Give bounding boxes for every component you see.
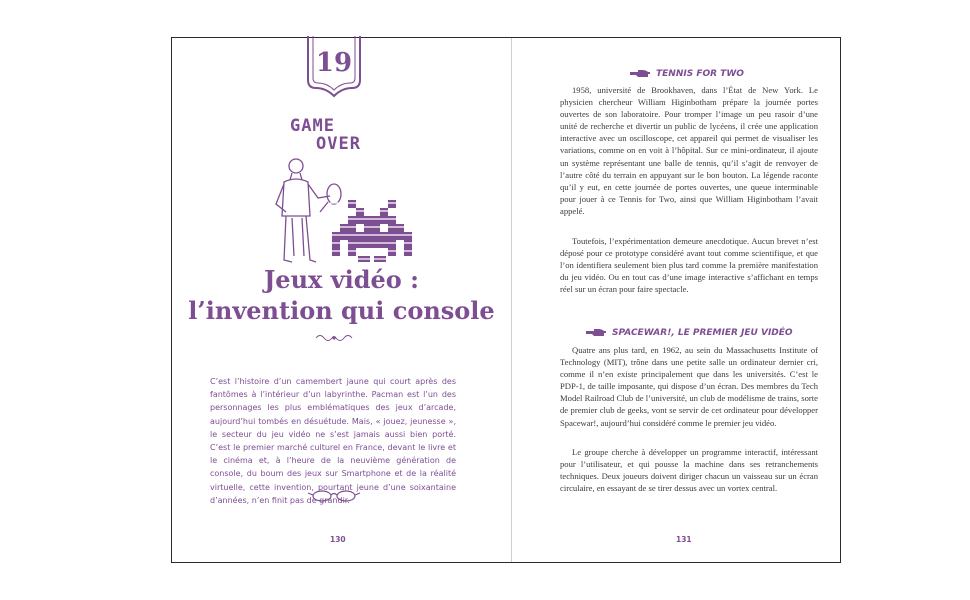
pointing-hand-icon: [586, 328, 606, 338]
chapter-number: 19: [315, 48, 353, 78]
section-heading-tennis-text: TENNIS FOR TWO: [656, 69, 744, 79]
gentleman-illustration: [270, 156, 420, 268]
paragraph-tennis-2-text: Toutefois, l’expérimentation demeure anecdotique. Aucun brevet n’est déposé pour ce prototype considéré avant tout comme scientifique, et que l’on identifiera seulement bien plus tard comme la première manifestation du jeu vidéo. Ou en tout cas d’une image interactive s’affichant en temps réel sur un écran pour faire spectacle.: [560, 236, 818, 295]
space-invader-icon: [332, 200, 412, 262]
page-number-right: 131: [676, 535, 692, 544]
chapter-title-line-1: Jeux vidéo :: [263, 265, 420, 294]
game-over-label: [290, 117, 370, 153]
paragraph-tennis-2: [560, 235, 818, 295]
scroll-ornament-icon: [314, 332, 354, 344]
paragraph-spacewar-2: [560, 446, 818, 494]
paragraph-tennis-1-text: 1958, université de Brookhaven, dans l’État de New York. Le physicien chercheur William Higinbotham prépare la journée portes ouvertes de son laboratoire. Pour tromper l’image un peu rasoir d’une unité de recherche et divertir un public de lycéens, il crée une application interactive avec un oscilloscope, cet appareil qui permet de visualiser les variations, comme on en voit à l’hôpital. Sur ce mini-ordinateur, il ajoute un système représentant une balle de tennis, qu’il s’agit de renvoyer de l’autre côté du terrain en appuyant sur le bon bouton. La légende raconte qu’il y eut, en cette journée de portes ouvertes, une queue interminable pour jouer à ce Tennis for Two, ainsi que William Higinbotham l’avait appelé.: [560, 85, 818, 216]
paragraph-tennis-1: [560, 84, 818, 217]
section-heading-spacewar-text: SPACEWAR!, LE PREMIER JEU VIDÉO: [612, 328, 793, 338]
paragraph-spacewar-1: [560, 344, 818, 429]
chapter-title: [172, 264, 511, 326]
page-number-left: 130: [330, 535, 346, 544]
game-over-word-2: OVER: [316, 134, 361, 154]
book-spread: [171, 37, 841, 563]
left-page: [172, 38, 511, 562]
pointing-hand-icon: [630, 69, 650, 79]
section-heading-tennis: [630, 69, 744, 79]
right-page: [512, 38, 840, 562]
paragraph-spacewar-1-text: Quatre ans plus tard, en 1962, au sein du Massachusetts Institute of Technology (MIT), trône dans une petite salle un ordinateur dernier cri, comme il n’en existe principalement que dans les universités. C’est le PDP-1, de taille imposante, qui dispose d’un écran. Des membres du Tech Model Railroad Club de l’université, un club de modélisme de trains, sorte de premier club de geeks, vont se servir de cet ordinateur pour développer Spacewar!, aujourd’hui considéré comme le premier jeu vidéo.: [560, 345, 818, 428]
section-heading-spacewar: [586, 328, 793, 338]
chapter-title-line-2: l’invention qui console: [188, 296, 495, 325]
chapter-tab: [302, 36, 366, 98]
spectacles-icon: [307, 489, 361, 503]
paragraph-spacewar-2-text: Le groupe cherche à développer un programme interactif, intéressant pour l’utilisateur, et qui pousse la machine dans ses retranchements techniques. Deux joueurs doivent diriger chacun un vaisseau sur un écran circulaire, en essayant de se tirer dessus avec un vortex central.: [560, 447, 818, 494]
game-over-word-1: GAME: [290, 116, 335, 136]
intro-paragraph: C’est l’histoire d’un camembert jaune qui court après des fantômes à l’intérieur d’un labyrinthe. Pacman est l’un des personnages les plus emblématiques des jeux d’arcade, aujourd’hui tombés en désuétude. Mais, « jouez, jeunesse », le secteur du jeu vidéo ne s’est jamais aussi bien porté. C’est le premier marché culturel en France, devant le livre et le cinéma et, à l’heure de la neuvième génération de console, du boum des jeux sur Smartphone et de la réalité virtuelle, cette invention, pourtant jeune d’une soixantaine d’années, n’en finit pas de grandir.: [210, 377, 456, 505]
